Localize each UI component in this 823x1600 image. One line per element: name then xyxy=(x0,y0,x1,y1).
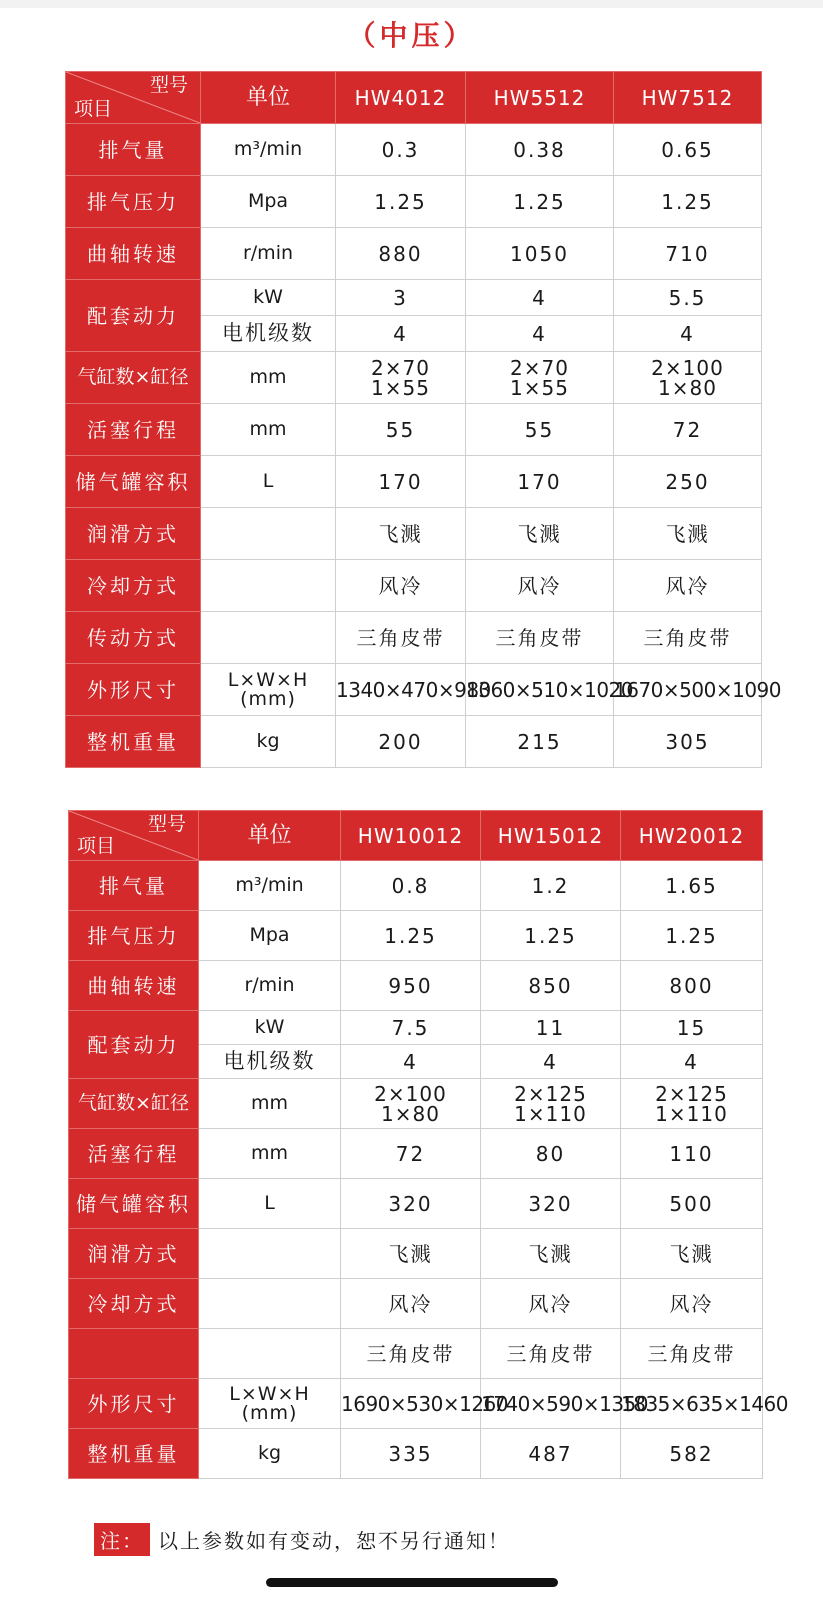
table-row xyxy=(69,1079,763,1129)
value-cell: 215 xyxy=(466,716,614,768)
value-cell: 11 xyxy=(481,1011,621,1045)
spec-table-1 xyxy=(65,71,781,768)
value-cell: 170 xyxy=(336,456,466,508)
value-cell: 880 xyxy=(336,228,466,280)
value-cell: 1.25 xyxy=(614,176,762,228)
value-cell: 4 xyxy=(614,316,762,352)
value-cell: 4 xyxy=(621,1045,763,1079)
value-cell: 800 xyxy=(621,961,763,1011)
table-row xyxy=(66,664,762,716)
table-row xyxy=(69,861,763,911)
value-cell: 320 xyxy=(481,1179,621,1229)
value-line: 2×125 xyxy=(655,1081,728,1106)
value-cell: 风冷 xyxy=(336,560,466,612)
row-unit xyxy=(199,1329,341,1379)
header-corner-cell xyxy=(66,72,201,124)
row-unit: kg xyxy=(201,716,336,768)
table-row xyxy=(66,280,762,316)
model-header: HW15012 xyxy=(481,811,621,861)
value-cell: 500 xyxy=(621,1179,763,1229)
value-cell: 170 xyxy=(466,456,614,508)
unit-line: (mm) xyxy=(241,1401,298,1424)
value-cell: 335 xyxy=(341,1429,481,1479)
row-label: 润滑方式 xyxy=(66,508,201,560)
row-unit: r/min xyxy=(199,961,341,1011)
row-unit: kg xyxy=(199,1429,341,1479)
row-unit: 电机级数 xyxy=(199,1045,341,1079)
value-cell: 320 xyxy=(341,1179,481,1229)
header-item-label: 项目 xyxy=(74,98,113,120)
value-cell: 飞溅 xyxy=(481,1229,621,1279)
value-cell: 飞溅 xyxy=(341,1229,481,1279)
value-cell xyxy=(481,1079,621,1129)
header-row xyxy=(69,811,763,861)
row-label: 整机重量 xyxy=(66,716,201,768)
value-line: 1×110 xyxy=(655,1101,728,1126)
row-unit: mm xyxy=(199,1129,341,1179)
table-row xyxy=(69,1329,763,1379)
value-cell: 4 xyxy=(336,316,466,352)
table-row xyxy=(69,911,763,961)
row-unit: mm xyxy=(201,404,336,456)
value-cell: 1.25 xyxy=(341,911,481,961)
row-label: 曲轴转速 xyxy=(69,961,199,1011)
header-unit-label: 单位 xyxy=(199,811,341,861)
value-cell: 风冷 xyxy=(481,1279,621,1329)
table-row xyxy=(66,456,762,508)
value-cell: 风冷 xyxy=(341,1279,481,1329)
value-cell: 三角皮带 xyxy=(621,1329,763,1379)
unit-line: L×W×H xyxy=(227,668,309,691)
value-line: 2×100 xyxy=(374,1081,447,1106)
value-cell: 710 xyxy=(614,228,762,280)
note-text: 以上参数如有变动，恕不另行通知！ xyxy=(158,1529,510,1553)
row-label: 气缸数×缸径 xyxy=(66,352,201,404)
value-cell: 三角皮带 xyxy=(341,1329,481,1379)
row-label: 传动方式 xyxy=(66,612,201,664)
value-line: 1×80 xyxy=(381,1101,440,1126)
value-cell: 三角皮带 xyxy=(614,612,762,664)
value-cell: 4 xyxy=(466,280,614,316)
row-label: 排气量 xyxy=(66,124,201,176)
table-row xyxy=(66,612,762,664)
value-cell: 5.5 xyxy=(614,280,762,316)
value-cell: 305 xyxy=(614,716,762,768)
value-cell: 4 xyxy=(341,1045,481,1079)
row-unit: L xyxy=(201,456,336,508)
value-cell: 0.3 xyxy=(336,124,466,176)
row-unit: kW xyxy=(199,1011,341,1045)
row-unit xyxy=(201,664,336,716)
value-cell: 582 xyxy=(621,1429,763,1479)
value-cell: 1.25 xyxy=(481,911,621,961)
value-cell: 0.8 xyxy=(341,861,481,911)
value-cell xyxy=(336,352,466,404)
row-label: 外形尺寸 xyxy=(69,1379,199,1429)
table-row xyxy=(66,716,762,768)
value-cell: 0.38 xyxy=(466,124,614,176)
row-unit: m³/min xyxy=(199,861,341,911)
row-unit xyxy=(199,1279,341,1329)
row-label: 整机重量 xyxy=(69,1429,199,1479)
value-line: 2×100 xyxy=(651,355,724,380)
row-unit xyxy=(201,612,336,664)
value-line: 1×110 xyxy=(514,1101,587,1126)
value-cell: 1.2 xyxy=(481,861,621,911)
value-cell: 110 xyxy=(621,1129,763,1179)
value-cell: 1740×590×1350 xyxy=(481,1379,621,1429)
value-cell: 三角皮带 xyxy=(336,612,466,664)
home-indicator[interactable] xyxy=(266,1578,558,1587)
value-cell: 风冷 xyxy=(621,1279,763,1329)
note-tag: 注： xyxy=(94,1523,150,1556)
table-row xyxy=(69,1279,763,1329)
value-cell: 飞溅 xyxy=(614,508,762,560)
value-cell: 飞溅 xyxy=(466,508,614,560)
value-cell: 72 xyxy=(614,404,762,456)
page-title: （中压） xyxy=(347,19,476,52)
table-row xyxy=(69,1379,763,1429)
value-cell xyxy=(466,352,614,404)
table-row xyxy=(69,1179,763,1229)
row-unit xyxy=(201,508,336,560)
unit-line: (mm) xyxy=(240,687,296,710)
model-header: HW4012 xyxy=(336,72,466,124)
value-cell: 7.5 xyxy=(341,1011,481,1045)
table-row xyxy=(66,560,762,612)
row-label: 排气压力 xyxy=(69,911,199,961)
header-corner-cell xyxy=(69,811,199,861)
row-label: 排气量 xyxy=(69,861,199,911)
table-row xyxy=(66,124,762,176)
row-label: 储气罐容积 xyxy=(69,1179,199,1229)
row-unit: 电机级数 xyxy=(201,316,336,352)
table-row xyxy=(66,404,762,456)
value-cell: 15 xyxy=(621,1011,763,1045)
row-unit: Mpa xyxy=(201,176,336,228)
spec-table-2 xyxy=(68,810,788,1479)
value-cell: 72 xyxy=(341,1129,481,1179)
header-model-label: 型号 xyxy=(147,813,186,835)
row-unit xyxy=(199,1229,341,1279)
status-strip xyxy=(0,0,823,8)
row-unit xyxy=(199,1379,341,1429)
row-label: 排气压力 xyxy=(66,176,201,228)
header-unit-label: 单位 xyxy=(201,72,336,124)
row-label: 冷却方式 xyxy=(69,1279,199,1329)
value-cell: 1.65 xyxy=(621,861,763,911)
unit-line: L×W×H xyxy=(229,1382,310,1405)
value-cell xyxy=(341,1079,481,1129)
table-row xyxy=(66,176,762,228)
value-line: 2×70 xyxy=(510,355,569,380)
value-cell: 55 xyxy=(466,404,614,456)
table-row xyxy=(69,1011,763,1045)
value-cell: 飞溅 xyxy=(621,1229,763,1279)
row-label: 润滑方式 xyxy=(69,1229,199,1279)
row-label: 活塞行程 xyxy=(66,404,201,456)
table-row xyxy=(69,1229,763,1279)
table-row xyxy=(66,228,762,280)
value-cell: 1.25 xyxy=(466,176,614,228)
value-line: 2×70 xyxy=(371,355,430,380)
model-header: HW20012 xyxy=(621,811,763,861)
row-unit: m³/min xyxy=(201,124,336,176)
value-cell: 0.65 xyxy=(614,124,762,176)
row-label: 配套动力 xyxy=(69,1011,199,1079)
table-row xyxy=(69,961,763,1011)
row-unit xyxy=(201,560,336,612)
model-header: HW7512 xyxy=(614,72,762,124)
model-header: HW5512 xyxy=(466,72,614,124)
value-cell: 飞溅 xyxy=(336,508,466,560)
model-header: HW10012 xyxy=(341,811,481,861)
value-cell: 1670×500×1090 xyxy=(614,664,762,716)
row-unit: L xyxy=(199,1179,341,1229)
table-row xyxy=(69,1129,763,1179)
value-cell: 3 xyxy=(336,280,466,316)
value-cell: 1.25 xyxy=(336,176,466,228)
header-row xyxy=(66,72,762,124)
value-cell: 风冷 xyxy=(466,560,614,612)
value-line: 1×55 xyxy=(371,375,430,400)
row-label: 冷却方式 xyxy=(66,560,201,612)
table-row xyxy=(66,352,762,404)
value-cell: 200 xyxy=(336,716,466,768)
header-model-label: 型号 xyxy=(149,74,188,96)
row-unit: Mpa xyxy=(199,911,341,961)
value-cell: 55 xyxy=(336,404,466,456)
value-cell: 风冷 xyxy=(614,560,762,612)
table-row xyxy=(69,1429,763,1479)
value-cell: 三角皮带 xyxy=(481,1329,621,1379)
row-label: 曲轴转速 xyxy=(66,228,201,280)
value-cell: 950 xyxy=(341,961,481,1011)
value-cell: 三角皮带 xyxy=(466,612,614,664)
header-item-label: 项目 xyxy=(77,835,116,857)
value-cell: 1.25 xyxy=(621,911,763,961)
value-line: 1×80 xyxy=(658,375,717,400)
value-cell xyxy=(614,352,762,404)
row-unit: mm xyxy=(199,1079,341,1129)
row-unit: kW xyxy=(201,280,336,316)
row-label: 配套动力 xyxy=(66,280,201,352)
row-label: 气缸数×缸径 xyxy=(69,1079,199,1129)
value-line: 1×55 xyxy=(510,375,569,400)
row-unit: r/min xyxy=(201,228,336,280)
value-cell: 1360×510×1020 xyxy=(466,664,614,716)
value-cell: 487 xyxy=(481,1429,621,1479)
table-row xyxy=(66,508,762,560)
value-cell xyxy=(621,1079,763,1129)
row-label: 外形尺寸 xyxy=(66,664,201,716)
row-label xyxy=(69,1329,199,1379)
row-label: 活塞行程 xyxy=(69,1129,199,1179)
value-cell: 1050 xyxy=(466,228,614,280)
value-cell: 4 xyxy=(481,1045,621,1079)
value-cell: 250 xyxy=(614,456,762,508)
value-line: 2×125 xyxy=(514,1081,587,1106)
footnote xyxy=(94,1523,510,1556)
value-cell: 1835×635×1460 xyxy=(621,1379,763,1429)
value-cell: 1340×470×980 xyxy=(336,664,466,716)
row-unit: mm xyxy=(201,352,336,404)
value-cell: 80 xyxy=(481,1129,621,1179)
row-label: 储气罐容积 xyxy=(66,456,201,508)
value-cell: 4 xyxy=(466,316,614,352)
value-cell: 1690×530×1260 xyxy=(341,1379,481,1429)
value-cell: 850 xyxy=(481,961,621,1011)
